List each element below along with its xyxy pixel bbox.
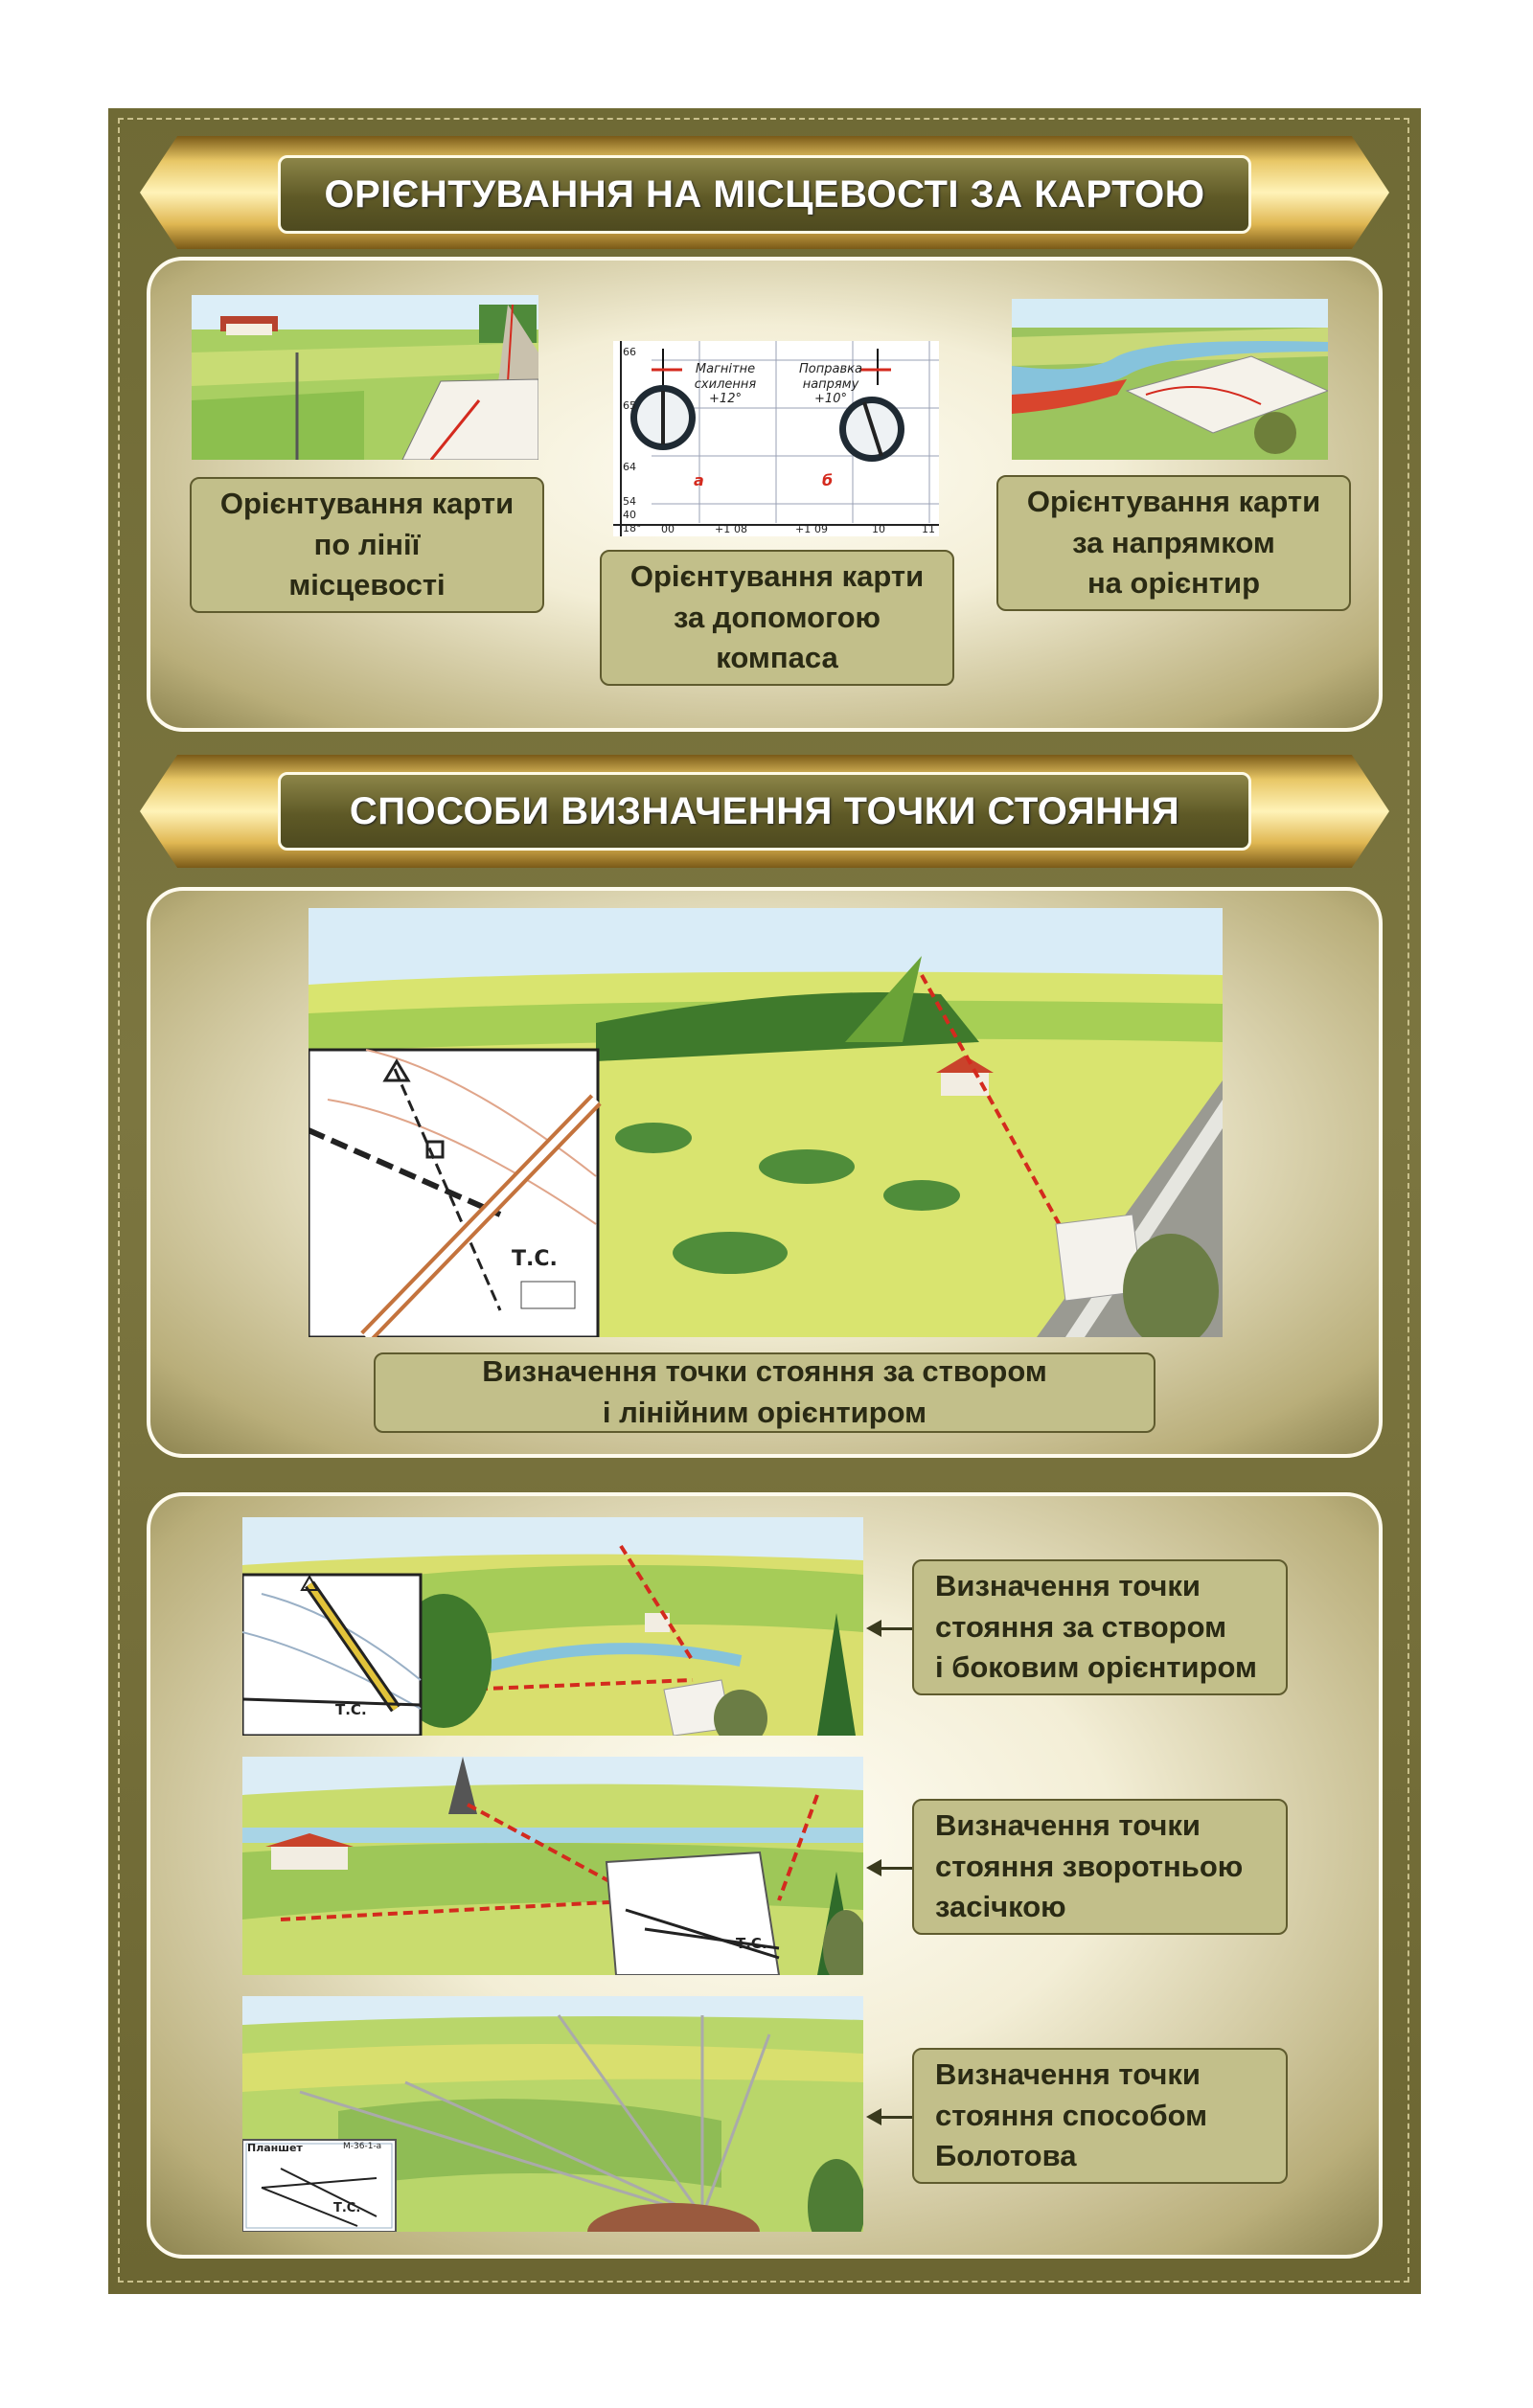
label-line: за допомогою [673, 600, 881, 634]
label-line: і боковим орієнтиром [935, 1650, 1257, 1685]
magnetic-line-1: Магнітне [695, 362, 756, 376]
scale-left-4: 40 [623, 509, 636, 521]
label-line: Визначення точки [935, 2056, 1201, 2091]
label-orient-compass [600, 550, 954, 686]
method2-ts-label: Т.С. [736, 1935, 767, 1952]
arrow-line-1 [880, 1627, 912, 1630]
label-line: Болотова [935, 2139, 1077, 2173]
road-map-illustration [192, 295, 538, 460]
magnetic-line-3: +12° [709, 392, 742, 407]
label-line: Орієнтування карти [219, 486, 515, 520]
arrow-line-3 [880, 2116, 912, 2119]
label-line: засічкою [935, 1890, 1066, 1924]
bolotov-illustration [242, 1996, 863, 2232]
label-orient-line [190, 477, 544, 613]
label-line: місцевості [288, 568, 446, 602]
method1-ts-label: Т.С. [335, 1701, 367, 1718]
arrow-left-icon [866, 1859, 881, 1876]
magnetic-line-2: схилення [694, 376, 757, 392]
label-line: Орієнтування карти [1026, 484, 1321, 518]
label-line: на орієнтир [1087, 566, 1261, 601]
label-method-bolotov [912, 2048, 1288, 2184]
scale-bottom-2: 08 [734, 523, 747, 535]
label-line: Орієнтування карти [629, 558, 925, 593]
scale-left-1: 65 [623, 399, 636, 412]
correction-line-2: напряму [802, 376, 859, 392]
label-main-method [374, 1352, 1155, 1433]
label-line: за напрямком [1072, 525, 1275, 559]
landscape-main-illustration [309, 908, 1223, 1337]
scale-left-3: 54 [623, 495, 636, 508]
river-map-illustration [1012, 299, 1328, 460]
correction-line-1: Поправка [799, 362, 862, 376]
main-map-ts-label: Т.С. [512, 1247, 558, 1271]
scale-bottom-6: 11 [922, 523, 935, 535]
scale-bottom-0: 00 [661, 523, 675, 535]
scale-bottom-4: 09 [814, 523, 828, 535]
bolotov-inset-title: Планшет [247, 2142, 303, 2154]
scale-left-5: 18° [623, 522, 642, 534]
bolotov-inset-code: M-36-1-a [343, 2142, 382, 2151]
label-line: Визначення точки [935, 1807, 1201, 1842]
arrow-left-icon [866, 1620, 881, 1637]
scale-left-2: 64 [623, 461, 636, 473]
scale-bottom-1: +1 [715, 523, 731, 535]
resection-illustration [242, 1757, 863, 1975]
arrow-line-2 [880, 1867, 912, 1870]
label-line: і лінійним орієнтиром [602, 1396, 927, 1429]
arrow-left-icon [866, 2108, 881, 2125]
compass-magnetic-label [692, 362, 759, 407]
scale-bottom-5: 10 [872, 523, 885, 535]
label-method-resection [912, 1799, 1288, 1935]
compass-panel-a: а [694, 471, 704, 489]
compass-panel-b: б [822, 471, 834, 489]
correction-line-3: +10° [814, 392, 847, 407]
label-orient-landmark [996, 475, 1351, 611]
label-line: Визначення точки [935, 1568, 1201, 1602]
scale-bottom-3: +1 [795, 523, 812, 535]
label-line: по лінії [313, 527, 421, 561]
label-line: стояння способом [935, 2098, 1208, 2132]
label-line: стояння за створом [935, 1609, 1227, 1644]
method3-ts-label: Т.С. [333, 2201, 361, 2215]
label-line: компаса [716, 641, 838, 675]
compass-correction-label [797, 362, 864, 407]
label-line: Визначення точки стояння за створом [482, 1354, 1047, 1389]
compass-diagram [613, 341, 939, 536]
label-method-side [912, 1559, 1288, 1695]
section2-title: СПОСОБИ ВИЗНАЧЕННЯ ТОЧКИ СТОЯННЯ [278, 772, 1251, 851]
scale-left-0: 66 [623, 346, 636, 358]
label-line: стояння зворотньою [935, 1849, 1244, 1883]
section1-title: ОРІЄНТУВАННЯ НА МІСЦЕВОСТІ ЗА КАРТОЮ [278, 155, 1251, 234]
